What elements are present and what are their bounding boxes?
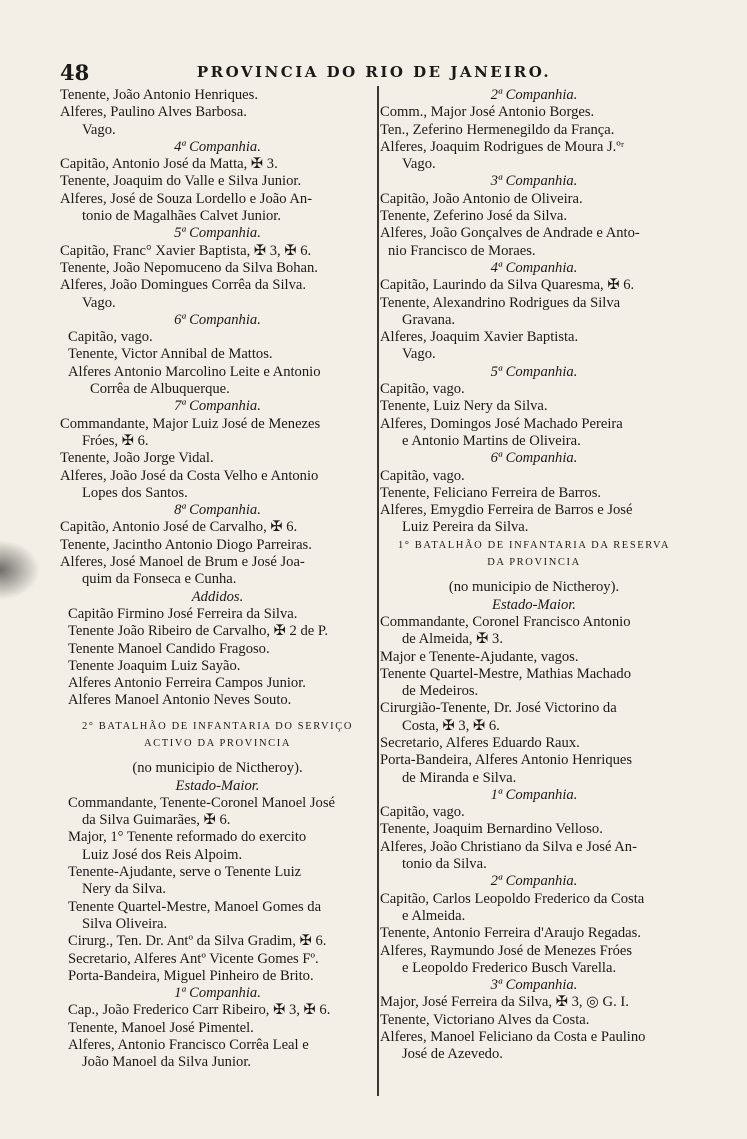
text-line: de Miranda e Silva. xyxy=(402,769,517,786)
text-line: (no municipio de Nictheroy). xyxy=(448,579,620,596)
section-heading: 2ª Companhia. xyxy=(490,87,578,103)
text-line: Commandante, Coronel Francisco Antonio xyxy=(380,613,631,630)
text-line: quim da Fonseca e Cunha. xyxy=(82,571,237,588)
text-line: Cirurg., Ten. Dr. Antº da Silva Gradim, ✠ 6. xyxy=(68,933,327,950)
text-line: DA PROVINCIA xyxy=(487,557,581,569)
text-line: Major, José Ferreira da Silva, ✠ 3, ◎ G. I. xyxy=(380,994,629,1011)
text-line: Alferes, Joaquim Xavier Baptista. xyxy=(380,329,579,346)
text-line: Commandante, Tenente-Coronel Manoel José xyxy=(68,794,336,811)
text-line: Capitão, vago. xyxy=(380,381,465,398)
text-line: Capitão, Laurindo da Silva Quaresma, ✠ 6. xyxy=(380,277,635,294)
section-heading: 2ª Companhia. xyxy=(490,873,578,890)
page-number: 48 xyxy=(60,60,90,85)
text-line: Alferes, João Gonçalves de Andrade e Anto- xyxy=(380,225,640,242)
text-line: Commandante, Major Luiz José de Menezes xyxy=(60,415,321,432)
text-line: Porta-Bandeira, Miguel Pinheiro de Brito. xyxy=(68,967,314,984)
text-line: Alferes Manoel Antonio Neves Souto. xyxy=(68,692,292,709)
text-line: Tenente, Alexandrino Rodrigues da Silva xyxy=(380,294,621,311)
right-column xyxy=(380,87,688,1064)
section-heading: 3ª Companhia. xyxy=(490,977,578,994)
text-line: Tenente Joaquim Luiz Sayão. xyxy=(68,657,241,674)
text-line: e Almeida. xyxy=(402,907,466,924)
text-line: Tenente, Victor Annibal de Mattos. xyxy=(68,346,273,363)
text-line: Alferes, João José da Costa Velho e Antonio xyxy=(60,467,319,484)
left-column xyxy=(60,87,375,1072)
text-line: Secretario, Alferes Eduardo Raux. xyxy=(380,734,580,751)
text-line: Alferes, Domingos José Machado Pereira xyxy=(380,415,623,432)
section-heading: Estado-Maior. xyxy=(492,596,576,613)
text-line: Alferes, Antonio Francisco Corrêa Leal e xyxy=(68,1037,309,1054)
text-line: Tenente, João Antonio Henriques. xyxy=(60,87,258,103)
text-line: Lopes dos Santos. xyxy=(82,484,188,501)
text-line: Vago. xyxy=(82,294,116,311)
section-heading: 5ª Companhia. xyxy=(490,363,578,380)
text-line: Nery da Silva. xyxy=(82,881,166,898)
text-line: 1° BATALHÃO DE INFANTARIA DA RESERVA xyxy=(397,539,671,551)
text-line: ACTIVO DA PROVINCIA xyxy=(143,737,292,749)
text-line: de Medeiros. xyxy=(402,683,479,700)
text-line: Capitão, vago. xyxy=(380,467,465,484)
text-line: Tenente, Jacintho Antonio Diogo Parreiras. xyxy=(60,536,312,553)
text-line: Secretario, Alferes Antº Vicente Gomes Fº. xyxy=(68,950,319,967)
spacer xyxy=(380,571,688,579)
text-line: Alferes, Manoel Feliciano da Costa e Paulino xyxy=(380,1029,646,1046)
text-line: Tenente, Luiz Nery da Silva. xyxy=(380,398,548,415)
text-line: Comm., Major José Antonio Borges. xyxy=(380,104,595,121)
text-line: Corrêa de Albuquerque. xyxy=(90,381,230,398)
binding-shadow xyxy=(0,540,40,600)
page-title: PROVINCIA DO RIO DE JANEIRO. xyxy=(196,63,552,81)
text-line: 2° BATALHÃO DE INFANTARIA DO SERVIÇO xyxy=(81,720,354,732)
text-line: de Almeida, ✠ 3. xyxy=(402,631,503,648)
text-line: Alferes, Paulino Alves Barbosa. xyxy=(60,104,247,121)
text-line: Alferes, José de Souza Lordello e João An- xyxy=(60,190,313,207)
section-heading: 4ª Companhia. xyxy=(174,138,261,155)
text-line: Major, 1° Tenente reformado do exercito xyxy=(68,829,307,846)
text-line: Capitão Firmino José Ferreira da Silva. xyxy=(68,605,298,622)
text-line: Tenente Manoel Candido Fragoso. xyxy=(68,640,270,657)
section-heading: 4ª Companhia. xyxy=(490,259,578,276)
text-line: Major e Tenente-Ajudante, vagos. xyxy=(380,648,579,665)
text-line: Tenente Quartel-Mestre, Manoel Gomes da xyxy=(68,898,322,915)
text-line: nio Francisco de Moraes. xyxy=(388,242,536,259)
text-line: Tenente, Victoriano Alves da Costa. xyxy=(380,1011,590,1028)
section-heading: 7ª Companhia. xyxy=(174,398,261,415)
text-line: Cirurgião-Tenente, Dr. José Victorino da xyxy=(380,700,617,717)
text-line: Tenente, Joaquim Bernardino Velloso. xyxy=(380,821,603,838)
text-line: Gravana. xyxy=(402,311,456,328)
text-line: Alferes, João Domingues Corrêa da Silva. xyxy=(60,277,307,294)
text-line: Alferes, João Christiano da Silva e José An- xyxy=(380,838,637,855)
text-line: Tenente, João Jorge Vidal. xyxy=(60,450,214,467)
text-line: Capitão, João Antonio de Oliveira. xyxy=(380,190,583,207)
text-line: Vago. xyxy=(402,346,436,363)
text-line: tonio da Silva. xyxy=(402,856,487,873)
column-divider xyxy=(377,86,379,1096)
text-line: Luiz José dos Reis Alpoim. xyxy=(82,846,243,863)
section-heading: 1ª Companhia. xyxy=(174,985,261,1002)
text-line: Capitão, Antonio José de Carvalho, ✠ 6. xyxy=(60,519,298,536)
text-line: Costa, ✠ 3, ✠ 6. xyxy=(402,717,500,734)
text-line: José de Azevedo. xyxy=(402,1046,503,1063)
text-line: Capitão, Antonio José da Matta, ✠ 3. xyxy=(60,156,278,173)
text-line: Alferes, José Manoel de Brum e José Joa- xyxy=(60,554,305,571)
text-line: João Manoel da Silva Junior. xyxy=(82,1054,252,1071)
text-line: Alferes Antonio Marcolino Leite e Antonio xyxy=(68,363,321,380)
page-header xyxy=(60,60,688,86)
text-line: Capitão, Franc° Xavier Baptista, ✠ 3, ✠ 6. xyxy=(60,242,312,259)
text-line: Luiz Pereira da Silva. xyxy=(402,519,529,536)
section-heading: 3ª Companhia. xyxy=(490,173,578,190)
text-line: Alferes, Raymundo José de Menezes Fróes xyxy=(380,942,633,959)
text-line: Alferes, Joaquim Rodrigues de Moura J.ºʳ xyxy=(380,138,624,155)
text-line: Silva Oliveira. xyxy=(82,915,168,932)
spacer xyxy=(60,710,375,718)
text-line: Capitão, vago. xyxy=(68,329,153,346)
text-line: Tenente, Antonio Ferreira d'Araujo Regadas. xyxy=(380,925,641,942)
spacer xyxy=(60,752,375,760)
text-line: Cap., João Frederico Carr Ribeiro, ✠ 3, ✠ 6. xyxy=(68,1002,331,1019)
section-heading: 6ª Companhia. xyxy=(174,311,261,328)
section-heading: Addidos. xyxy=(191,588,244,605)
section-heading: 5ª Companhia. xyxy=(174,225,261,242)
text-line: Tenente-Ajudante, serve o Tenente Luiz xyxy=(68,864,302,881)
text-line: (no municipio de Nictheroy). xyxy=(132,760,303,777)
text-line: Vago. xyxy=(82,121,116,138)
text-line: Tenente, Zeferino José da Silva. xyxy=(380,208,568,225)
text-line: Tenente, João Nepomuceno da Silva Bohan. xyxy=(60,259,318,276)
text-line: tonio de Magalhães Calvet Junior. xyxy=(82,208,282,225)
section-heading: Estado-Maior. xyxy=(175,777,260,794)
text-line: e Antonio Martins de Oliveira. xyxy=(402,432,581,449)
text-line: Alferes Antonio Ferreira Campos Junior. xyxy=(68,675,306,692)
text-line: e Leopoldo Frederico Busch Varella. xyxy=(402,959,617,976)
text-line: Ten., Zeferino Hermenegildo da França. xyxy=(380,121,615,138)
text-line: Capitão, Carlos Leopoldo Frederico da Costa xyxy=(380,890,645,907)
text-line: da Silva Guimarães, ✠ 6. xyxy=(82,812,231,829)
text-line: Tenente João Ribeiro de Carvalho, ✠ 2 de P. xyxy=(68,623,329,640)
text-line: Tenente, Joaquim do Valle e Silva Junior. xyxy=(60,173,302,190)
section-heading: 6ª Companhia. xyxy=(490,450,578,467)
text-line: Capitão, vago. xyxy=(380,804,465,821)
text-line: Alferes, Emygdio Ferreira de Barros e José xyxy=(380,502,633,519)
text-line: Fróes, ✠ 6. xyxy=(82,432,149,449)
text-line: Tenente, Feliciano Ferreira de Barros. xyxy=(380,484,602,501)
text-line: Vago. xyxy=(402,156,436,173)
text-line: Tenente, Manoel José Pimentel. xyxy=(68,1019,254,1036)
section-heading: 8ª Companhia. xyxy=(174,502,261,519)
section-heading: 1ª Companhia. xyxy=(490,786,578,803)
text-line: Tenente Quartel-Mestre, Mathias Machado xyxy=(380,665,632,682)
text-line: Porta-Bandeira, Alferes Antonio Henriques xyxy=(380,752,633,769)
